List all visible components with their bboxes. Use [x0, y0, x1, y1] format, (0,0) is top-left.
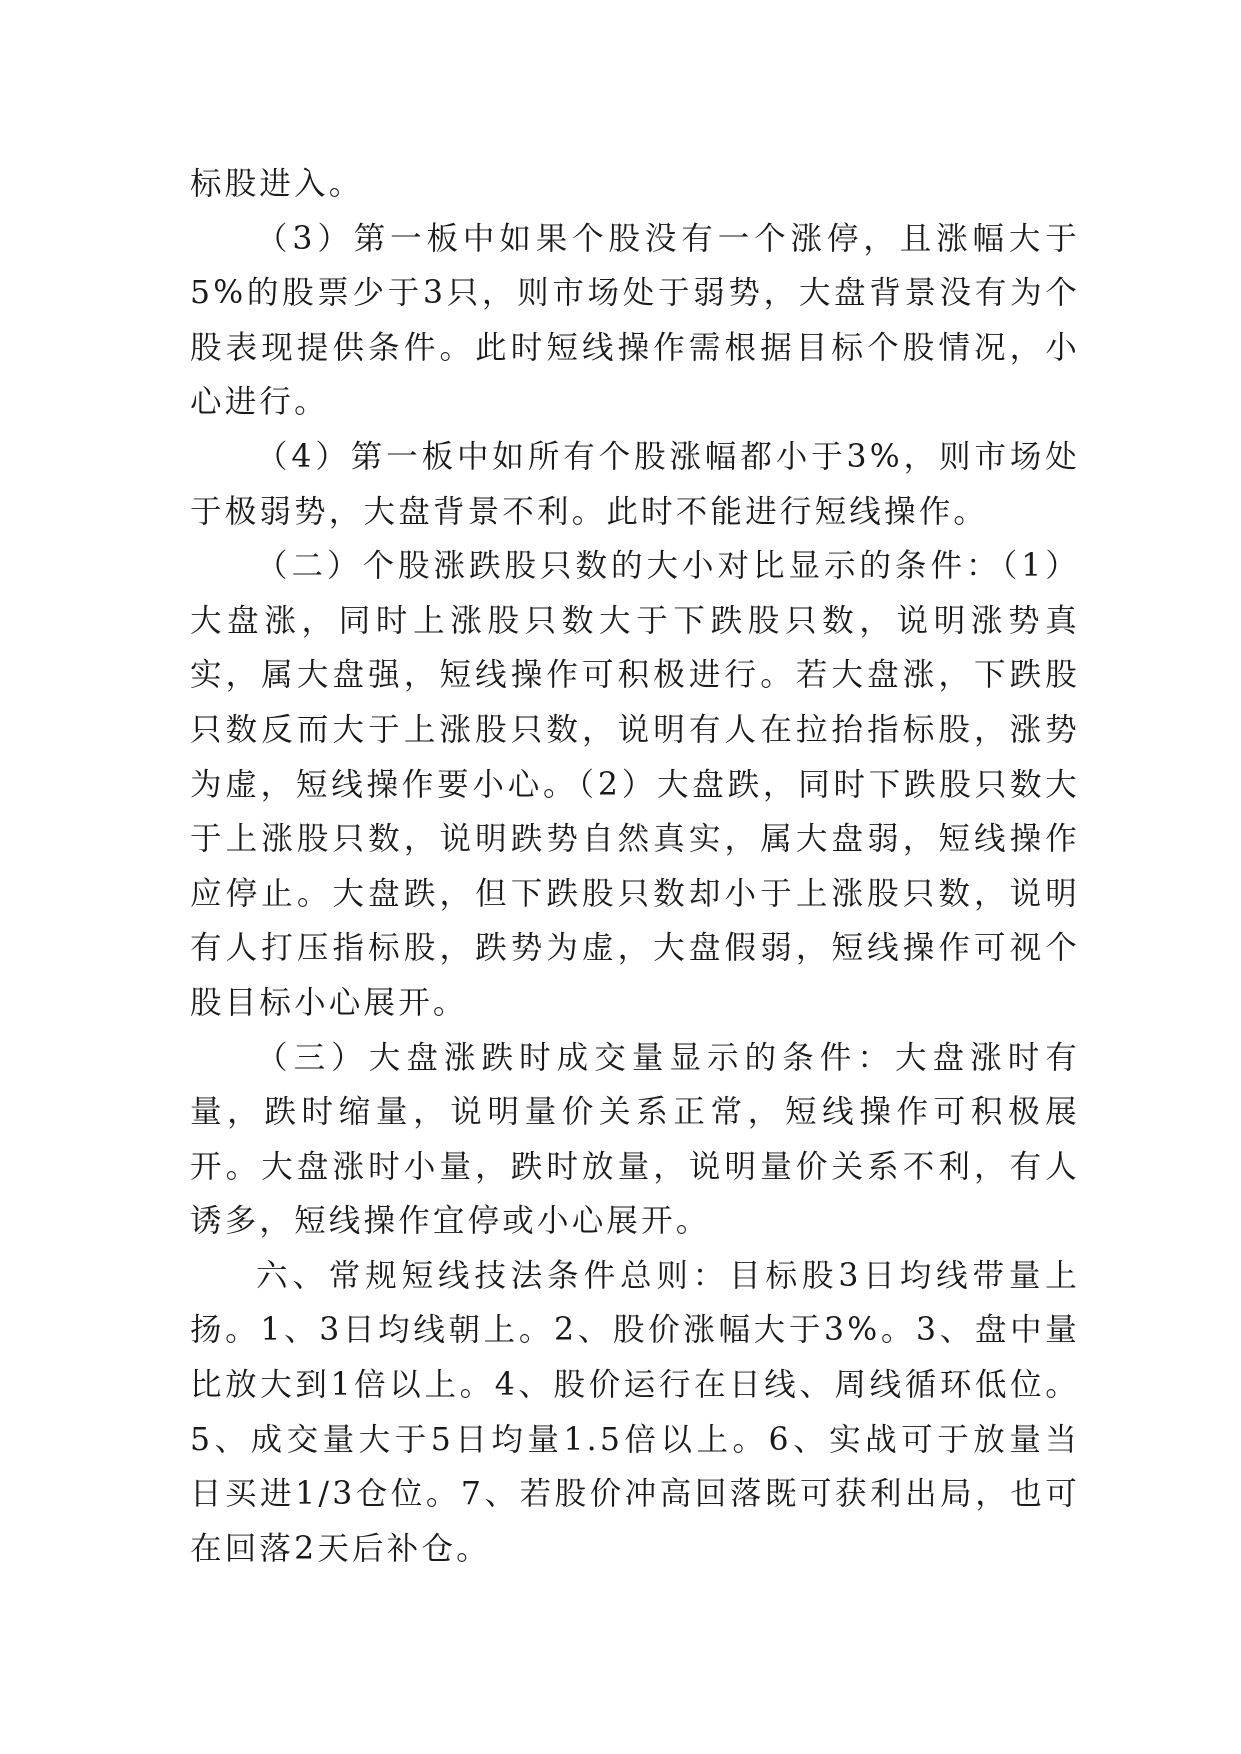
- paragraph-condition-4: （4）第一板中如所有个股涨幅都小于3%，则市场处于极弱势，大盘背景不利。此时不能进行短线操作。: [190, 438, 1080, 530]
- paragraph-advance-decline-count: （二）个股涨跌股只数的大小对比显示的条件：（1）大盘涨，同时上涨股只数大于下跌股只数，说明涨势真实，属大盘强，短线操作可积极进行。若大盘涨，下跌股只数反而大于上涨股只数，说明有人在拉抬指标股，涨势为虚，短线操作要小心。（2）大盘跌，同时下跌股只数大于上涨股只数，说明跌势自然真实，属大盘弱，短线操作应停止。大盘跌，但下跌股只数却小于上涨股只数，说明有人打压指标股，跌势为虚，大盘假弱，短线操作可视个股目标小心展开。: [190, 548, 1080, 1021]
- paragraph-condition-3: （3）第一板中如果个股没有一个涨停，且涨幅大于5%的股票少于3只，则市场处于弱势，大盘背景没有为个股表现提供条件。此时短线操作需根据目标个股情况，小心进行。: [190, 220, 1080, 421]
- paragraph-volume-condition: （三）大盘涨跌时成交量显示的条件：大盘涨时有量，跌时缩量，说明量价关系正常，短线操作可积极展开。大盘涨时小量，跌时放量，说明量价关系不利，有人诱多，短线操作宜停或小心展开。: [190, 1039, 1080, 1240]
- paragraph-continuation: 标股进入。: [190, 166, 364, 202]
- paragraph-general-rules: 六、常规短线技法条件总则：目标股3日均线带量上扬。1、3日均线朝上。2、股价涨幅大于3%。3、盘中量比放大到1倍以上。4、股价运行在日线、周线循环低位。5、成交量大于5日均量1.5倍以上。6、实战可于放量当日买进1/3仓位。7、若股价冲高回落既可获利出局，也可在回落2天后补仓。: [190, 1257, 1080, 1567]
- document-body: [190, 157, 1080, 1576]
